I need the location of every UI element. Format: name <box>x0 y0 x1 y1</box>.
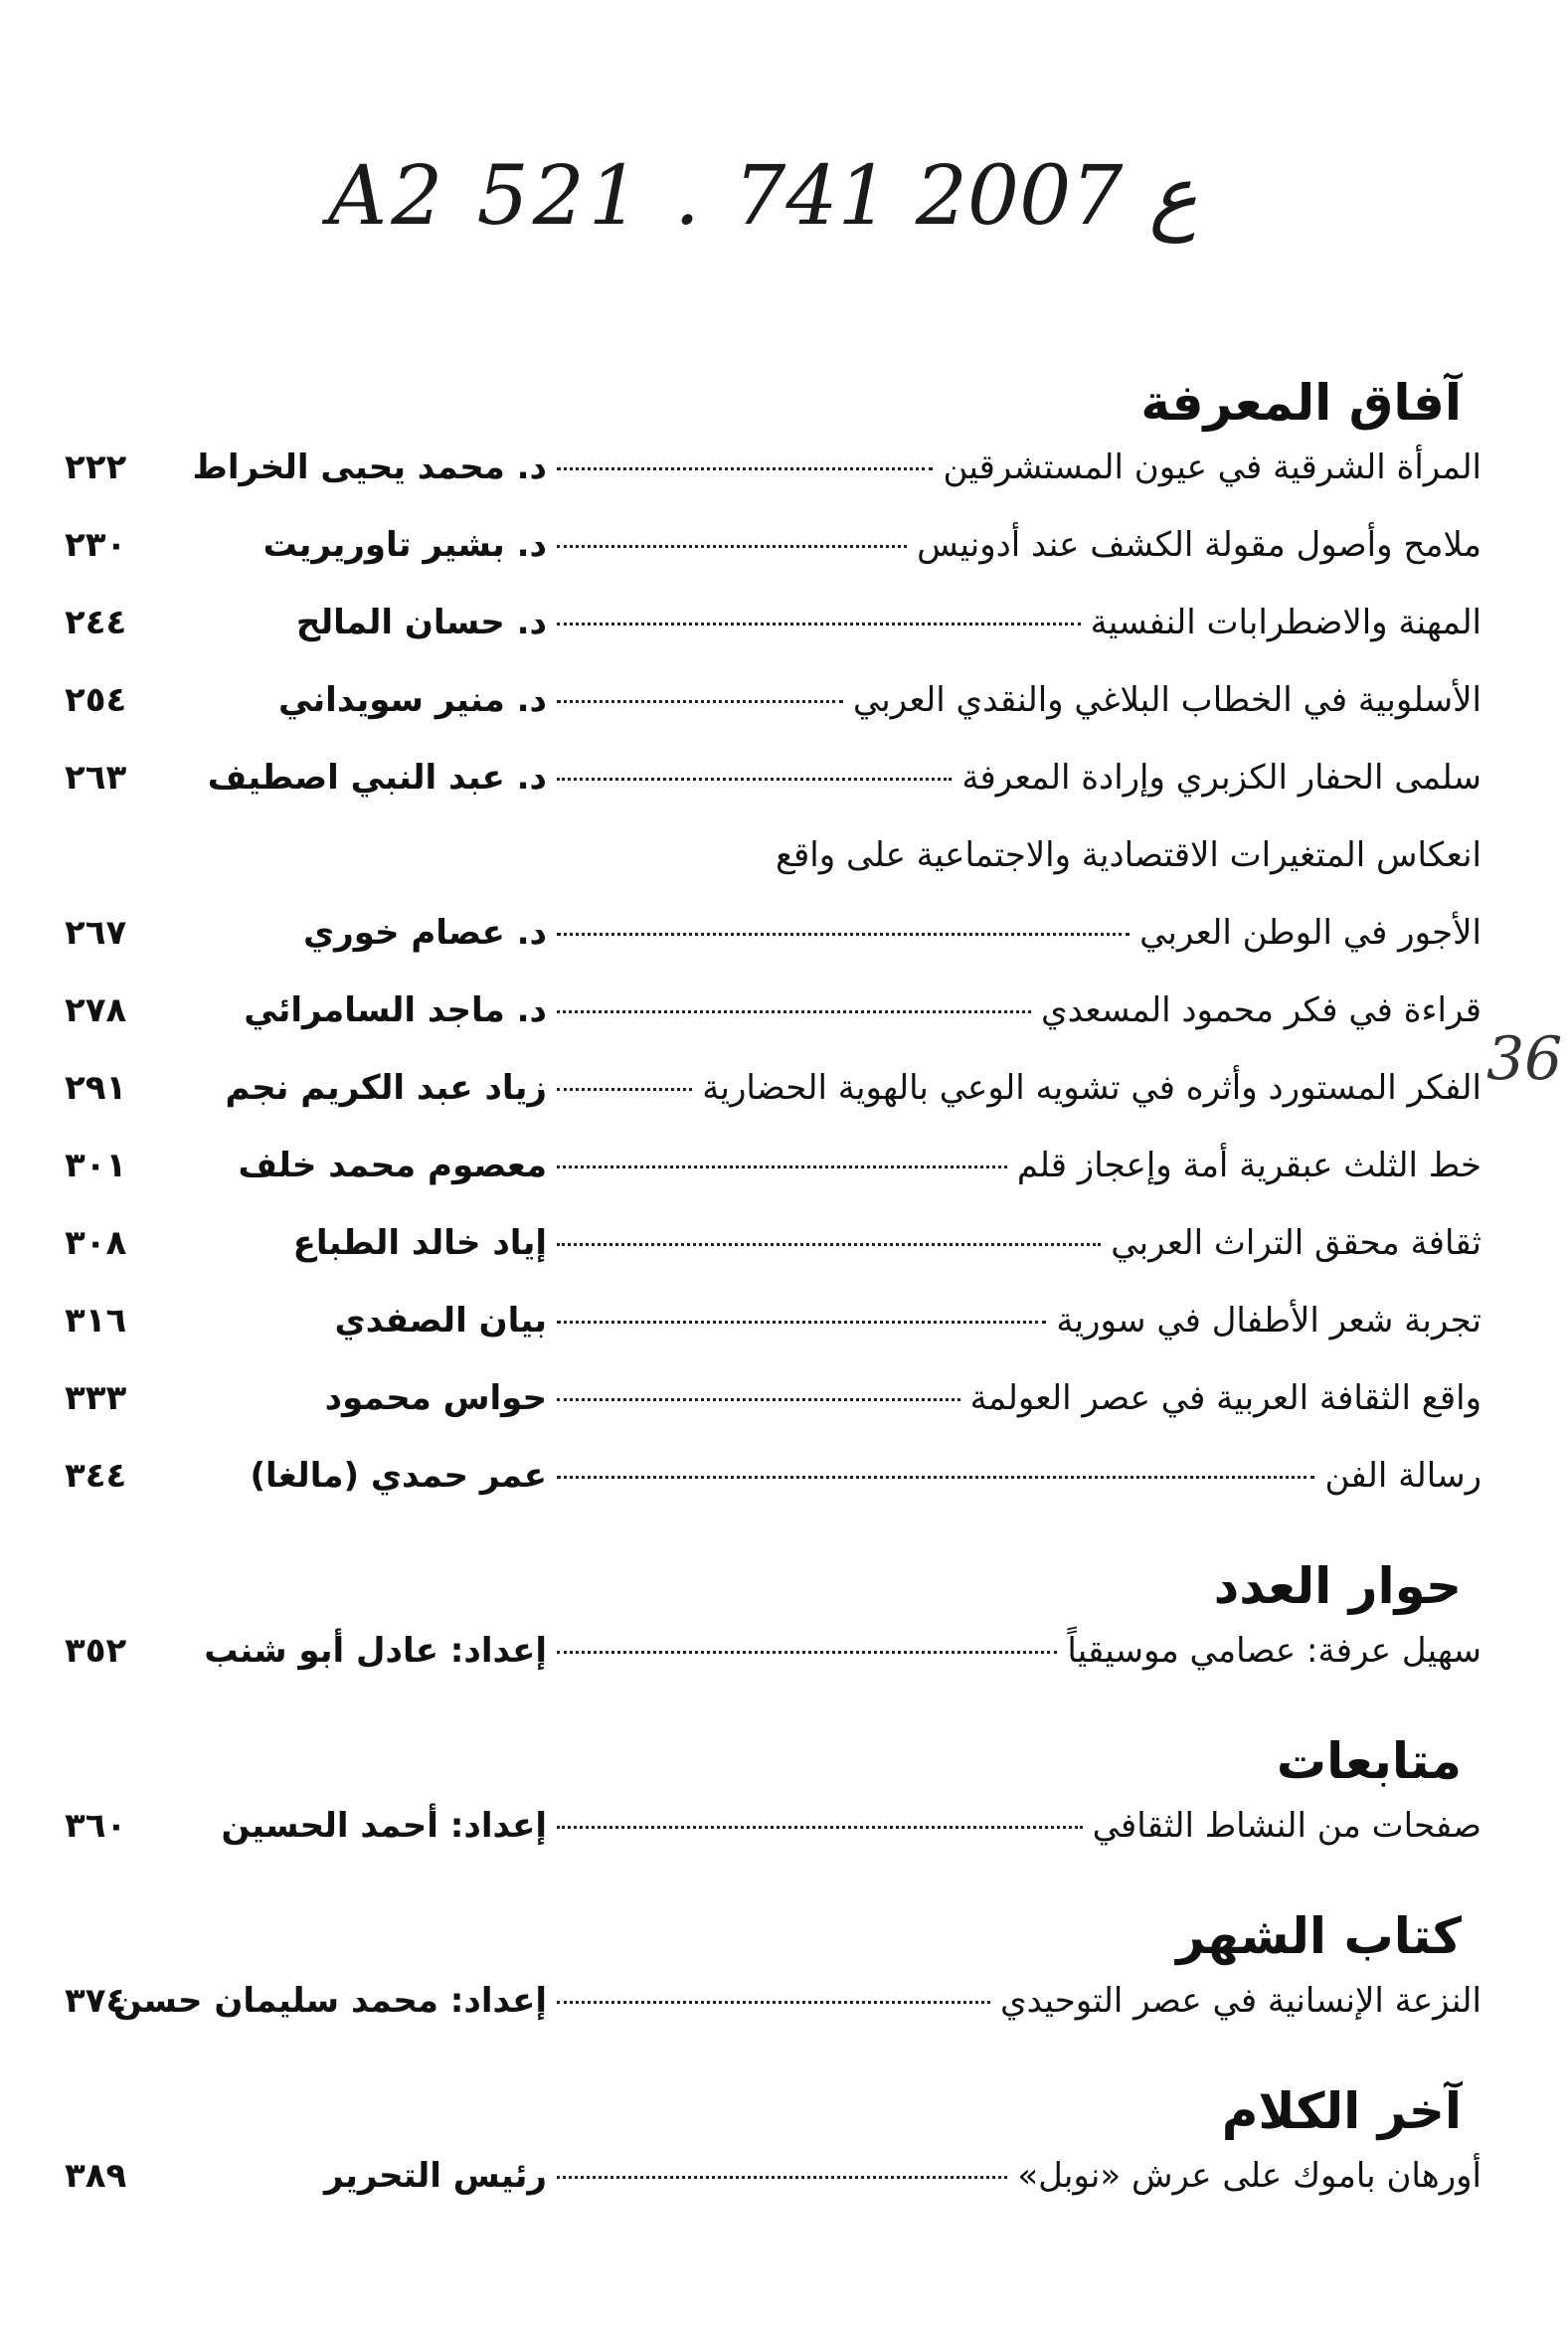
entry-title: رسالة الفن <box>1324 1456 1481 1496</box>
entry-title: ثقافة محقق التراث العربي <box>1111 1223 1481 1263</box>
entry-author: إعداد: محمد سليمان حسن <box>112 1981 547 2021</box>
dot-leader <box>557 1826 1083 1829</box>
entry-author: إياد خالد الطباع <box>292 1223 547 1263</box>
entry-author: د. محمد يحيى الخراط <box>192 448 547 487</box>
section-title: آخر الكلام <box>1221 2082 1462 2140</box>
entry-title: قراءة في فكر محمود المسعدي <box>1040 990 1481 1030</box>
entry-title: الأجور في الوطن العربي <box>1139 913 1481 953</box>
entry-author: معصوم محمد خلف <box>238 1146 547 1185</box>
toc-entry <box>55 1456 1481 1533</box>
entry-author: د. عصام خوري <box>302 913 547 953</box>
entry-title: الأسلوبية في الخطاب البلاغي والنقدي العربي <box>852 680 1481 720</box>
section-title: متابعات <box>1276 1732 1462 1790</box>
entry-title: سهيل عرفة: عصامي موسيقياً <box>1067 1631 1481 1671</box>
dot-leader <box>557 1398 960 1401</box>
entry-title: سلمى الحفار الكزبري وإرادة المعرفة <box>961 758 1481 798</box>
margin-note: 36 <box>1486 1024 1563 1094</box>
entry-page-number: ٢٢٢ <box>65 448 127 487</box>
entry-page-number: ٣٥٢ <box>65 1631 127 1671</box>
entry-page-number: ٣٠١ <box>65 1146 127 1185</box>
dot-leader <box>557 1321 1046 1324</box>
entry-author: إعداد: أحمد الحسين <box>221 1806 547 1846</box>
entry-page-number: ٣٨٩ <box>65 2156 127 2196</box>
entry-page-number: ٢٥٤ <box>65 680 127 720</box>
entry-title: المهنة والاضطرابات النفسية <box>1090 603 1481 642</box>
entry-author: د. منير سويداني <box>278 680 547 720</box>
entry-page-number: ٣٦٠ <box>65 1806 127 1846</box>
toc-entry <box>55 758 1481 835</box>
dot-leader <box>557 2001 990 2004</box>
toc-entry <box>55 525 1481 603</box>
entry-page-number: ٣٣٣ <box>65 1378 127 1418</box>
entry-author: د. عبد النبي اصطيف <box>207 758 547 798</box>
entry-author: إعداد: عادل أبو شنب <box>204 1631 547 1671</box>
entry-author: د. ماجد السامرائي <box>244 990 547 1030</box>
toc-entry <box>55 1806 1481 1883</box>
dot-leader <box>557 933 1130 936</box>
dot-leader <box>557 1476 1314 1479</box>
entry-author: حواس محمود <box>324 1378 547 1418</box>
section-title: كتاب الشهر <box>1176 1907 1462 1965</box>
toc-entry <box>55 1301 1481 1378</box>
dot-leader <box>557 545 907 548</box>
dot-leader <box>557 1243 1101 1246</box>
entry-title: صفحات من النشاط الثقافي <box>1092 1806 1481 1846</box>
entry-page-number: ٣١٦ <box>65 1301 127 1341</box>
entry-author: د. حسان المالح <box>295 603 547 642</box>
entry-page-number: ٢٤٤ <box>65 603 127 642</box>
entry-title: ملامح وأصول مقولة الكشف عند أدونيس <box>917 525 1481 565</box>
section-title: آفاق المعرفة <box>1140 374 1462 432</box>
toc-entry <box>55 1223 1481 1301</box>
handwritten-shelf-mark: A2 521 . ع 2007 741 <box>328 149 1198 244</box>
entry-title: النزعة الإنسانية في عصر التوحيدي <box>999 1981 1481 2021</box>
section-title: حوار العدد <box>1213 1557 1462 1615</box>
entry-title: تجربة شعر الأطفال في سورية <box>1056 1301 1481 1341</box>
entry-page-number: ٢٦٣ <box>65 758 127 798</box>
dot-leader <box>557 1088 692 1091</box>
entry-title: انعكاس المتغيرات الاقتصادية والاجتماعية على واقع <box>775 835 1481 875</box>
entry-title: واقع الثقافة العربية في عصر العولمة <box>969 1378 1481 1418</box>
toc-entry <box>55 448 1481 525</box>
dot-leader <box>557 467 933 470</box>
entry-author: بيان الصفدي <box>334 1301 547 1341</box>
entry-page-number: ٢٣٠ <box>65 525 127 565</box>
table-of-contents <box>55 374 1481 2234</box>
entry-page-number: ٣٤٤ <box>65 1456 127 1496</box>
entry-title: المرأة الشرقية في عيون المستشرقين <box>943 448 1481 487</box>
entry-author: زياد عبد الكريم نجم <box>225 1068 547 1108</box>
dot-leader <box>557 700 843 703</box>
toc-entry <box>55 1068 1481 1146</box>
entry-page-number: ٢٦٧ <box>65 913 127 953</box>
toc-entry <box>55 1146 1481 1223</box>
dot-leader <box>557 1165 1007 1168</box>
toc-entry <box>55 1631 1481 1708</box>
toc-entry <box>55 1981 1481 2058</box>
entry-page-number: ٣٠٨ <box>65 1223 127 1263</box>
entry-title: خط الثلث عبقرية أمة وإعجاز قلم <box>1016 1146 1481 1185</box>
dot-leader <box>557 778 952 781</box>
dot-leader <box>557 2176 1007 2179</box>
toc-entry <box>55 913 1481 990</box>
toc-entry <box>55 680 1481 758</box>
toc-entry <box>55 1378 1481 1456</box>
entry-author: رئيس التحرير <box>324 2156 547 2196</box>
toc-entry <box>55 2156 1481 2234</box>
entry-page-number: ٣٧٤ <box>65 1981 127 2021</box>
entry-page-number: ٢٧٨ <box>65 990 127 1030</box>
entry-title: أورهان باموك على عرش «نوبل» <box>1017 2156 1481 2196</box>
dot-leader <box>557 623 1081 626</box>
entry-title: الفكر المستورد وأثره في تشويه الوعي بالهوية الحضارية <box>702 1068 1481 1108</box>
toc-entry <box>55 603 1481 680</box>
entry-author: د. بشير تاوريريت <box>262 525 547 565</box>
entry-page-number: ٢٩١ <box>65 1068 127 1108</box>
toc-entry <box>55 990 1481 1068</box>
toc-entry <box>55 835 1481 913</box>
dot-leader <box>557 1651 1057 1654</box>
entry-author: عمر حمدي (مالغا) <box>250 1456 547 1496</box>
dot-leader <box>557 1010 1031 1013</box>
